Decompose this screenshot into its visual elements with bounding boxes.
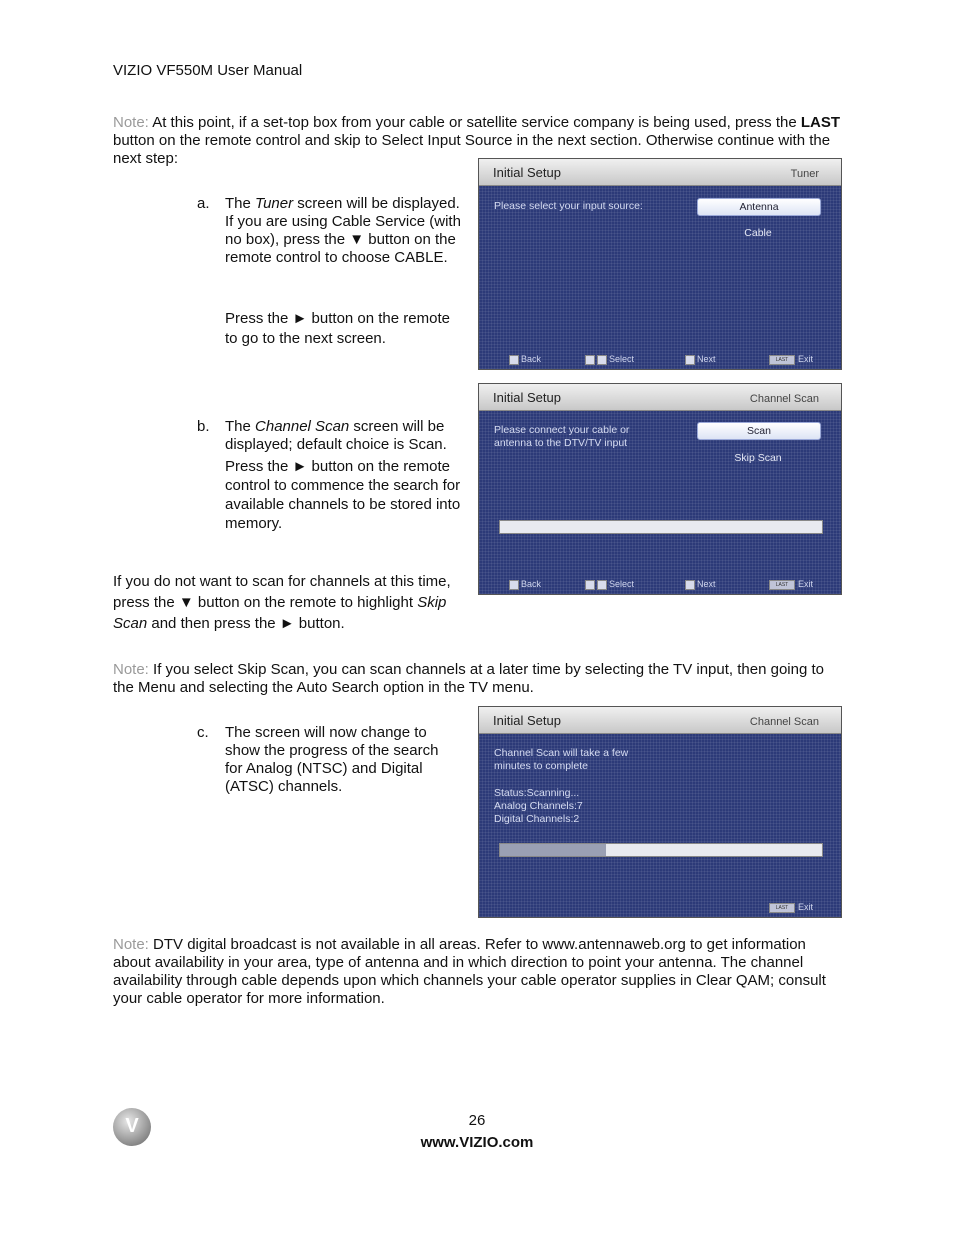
tv-progress-bar [499,520,823,534]
page-header-title: VIZIO VF550M User Manual [113,62,303,79]
last-key-icon: LAST [769,580,795,590]
step-a-text: The Tuner screen will be displayed. If you are using Cable Service (with no box), press the ▼ button on the remote control to choose CABLE. [225,195,461,266]
tv-digital-channels: Digital Channels:2 [494,813,580,825]
tv-prompt: Please select your input source: [494,200,643,212]
down-key-icon [585,580,595,590]
last-key-icon: LAST [769,355,795,365]
tv-progress-bar [499,843,823,857]
last-key-icon: LAST [769,903,795,913]
tv-header [479,707,841,734]
footer-url: www.VIZIO.com [420,1134,534,1151]
note-paragraph-1: Note: At this point, if a set-top box from your cable or satellite service company is being used, press the LAST button on the remote control and skip to Select Input Source in the next section. Otherwise continue with the next step: [113,114,841,167]
tv-option-skip-scan: Skip Scan [734,452,782,464]
tv-header-subtitle: Channel Scan [749,716,819,728]
tv-header-subtitle: Channel Scan [749,393,819,405]
note-label: Note: [113,936,149,953]
tv-message-line-1: Channel Scan will take a few [494,747,629,759]
tv-screen-channel-scan [478,383,842,595]
tv-header-title: Initial Setup [493,390,561,405]
tv-option-antenna: Antenna [697,198,821,216]
right-key-icon [685,355,695,365]
step-a-text-2: Press the ► button on the remote to go to the next screen. [225,310,450,347]
note-paragraph-3: Note: DTV digital broadcast is not available in all areas. Refer to www.antennaweb.org to get information about availability in your area, type of antenna and in which direction to point your antenna. The channel availability through cable depends upon which channels your cable operator supplies in Clear QAM; consult your cable operator for more information. [113,936,826,1007]
tv-footer-select: Select [585,578,634,590]
vizio-logo-mark: V [125,1115,139,1137]
tv-footer-next: Next [685,353,716,365]
tv-footer-exit: LAST Exit [769,353,813,365]
tv-footer-select: Select [585,353,634,365]
skip-scan-paragraph: If you do not want to scan for channels at this time, press the ▼ button on the remote to highlight Skip Scan and then press the ► button. [113,573,451,632]
down-key-icon [585,355,595,365]
up-key-icon [597,580,607,590]
tv-footer-back: Back [509,353,541,365]
note-label: Note: [113,661,149,678]
tv-status: Status:Scanning... [494,787,580,799]
tv-progress-fill [500,844,606,856]
last-button-name: LAST [800,114,841,131]
tv-option-scan: Scan [697,422,821,440]
tv-footer-next: Next [685,578,716,590]
tv-footer-back: Back [509,578,541,590]
step-b-letter: b. [197,418,210,435]
tv-screen-scan-progress [478,706,842,918]
step-b-text-2: Press the ► button on the remote control to commence the search for available channels to be stored into memory. [225,458,461,532]
step-a-letter: a. [197,195,210,212]
step-c-text: The screen will now change to show the progress of the search for Analog (NTSC) and Digital (ATSC) channels. [225,724,439,795]
tv-prompt-line-1: Please connect your cable or [494,424,630,436]
up-key-icon [597,355,607,365]
note-paragraph-2: Note: If you select Skip Scan, you can scan channels at a later time by selecting the TV input, then going to the Menu and selecting the Auto Search option in the TV menu. [113,661,824,696]
tv-prompt-line-2: antenna to the DTV/TV input [494,437,628,449]
tv-analog-channels: Analog Channels:7 [494,800,583,812]
right-key-icon [685,580,695,590]
step-b-text: The Channel Scan screen will be displayed; default choice is Scan. [225,418,447,453]
tv-footer-exit: LAST Exit [769,578,813,590]
left-key-icon [509,580,519,590]
tv-header [479,159,841,186]
tv-header [479,384,841,411]
tv-message-line-2: minutes to complete [494,760,588,772]
step-c-letter: c. [197,724,209,741]
note-label: Note: [113,114,149,131]
tv-header-subtitle: Tuner [790,168,819,180]
page-number: 26 [468,1112,486,1129]
tv-footer-exit: LAST Exit [769,901,813,913]
tv-header-title: Initial Setup [493,713,561,728]
tv-option-cable: Cable [744,227,772,239]
left-key-icon [509,355,519,365]
tv-screen-tuner [478,158,842,370]
tv-header-title: Initial Setup [493,165,561,180]
